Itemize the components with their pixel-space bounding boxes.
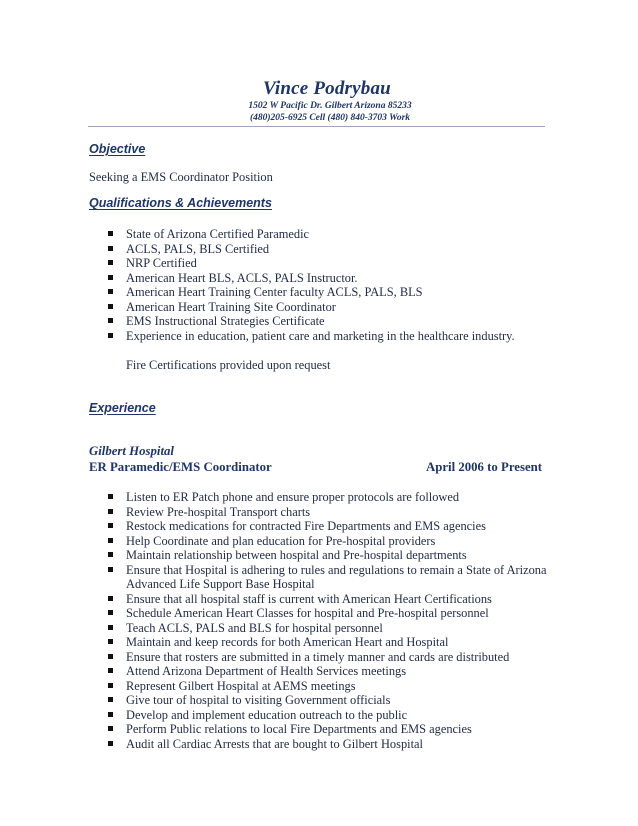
square-bullet-icon [108, 596, 113, 601]
square-bullet-icon [108, 610, 113, 615]
list-item [108, 708, 548, 723]
list-item-text: State of Arizona Certified Paramedic [126, 227, 310, 241]
square-bullet-icon [108, 538, 113, 543]
candidate-name: Vince Podrybau [263, 78, 391, 99]
list-item-text: Review Pre-hospital Transport charts [126, 504, 311, 519]
experience-heading: Experience [89, 401, 156, 415]
list-item-text: American Heart Training Site Coordinator [126, 299, 336, 314]
list-item [108, 722, 548, 737]
list-item-text: Ensure that all hospital staff is current with American Heart Certifications [126, 591, 492, 606]
list-item-text: Listen to ER Patch phone and ensure proper protocols are followed [126, 490, 460, 504]
square-bullet-icon [108, 260, 113, 265]
list-item-text: Schedule American Heart Classes for hospital and Pre-hospital personnel [126, 606, 489, 620]
list-item-text: Audit all Cardiac Arrests that are bought to Gilbert Hospital [126, 736, 423, 751]
square-bullet-icon [108, 523, 113, 528]
list-item-text: Attend Arizona Department of Health Services meetings [126, 664, 407, 678]
list-item-text: Develop and implement education outreach to the public [126, 707, 408, 722]
list-item [108, 285, 548, 300]
candidate-phones: (480)205-6925 Cell (480) 840-3703 Work [249, 113, 411, 123]
square-bullet-icon [108, 552, 113, 557]
square-bullet-icon [108, 726, 113, 731]
square-bullet-icon [108, 712, 113, 717]
qualifications-heading: Qualifications & Achievements [89, 196, 272, 210]
list-item-text: Maintain relationship between hospital and Pre-hospital departments [126, 548, 467, 562]
list-item [108, 606, 548, 621]
square-bullet-icon [108, 231, 113, 236]
list-item-text: Give tour of hospital to visiting Government officials [126, 693, 391, 707]
square-bullet-icon [108, 275, 113, 280]
list-item [108, 271, 548, 286]
list-item-text: Ensure that rosters are submitted in a timely manner and cards are distributed [126, 649, 510, 664]
list-item [108, 242, 548, 257]
resume-header [0, 78, 638, 124]
job-role-row [89, 459, 542, 475]
list-item [108, 679, 548, 694]
square-bullet-icon [108, 333, 113, 338]
certifications-note: Fire Certifications provided upon request [126, 358, 331, 372]
square-bullet-icon [108, 625, 113, 630]
square-bullet-icon [108, 668, 113, 673]
list-item-text: NRP Certified [126, 256, 197, 270]
list-item-text: Ensure that Hospital is adhering to rules and regulations to remain a State of Arizona Advanced Life Support Base Hospital [126, 562, 547, 591]
square-bullet-icon [108, 509, 113, 514]
objective-text: Seeking a EMS Coordinator Position [89, 170, 273, 184]
employer-name: Gilbert Hospital [89, 444, 174, 458]
job-dates: April 2006 to Present [426, 460, 542, 474]
list-item [108, 650, 548, 665]
list-item-text: Help Coordinate and plan education for Pre-hospital providers [126, 533, 436, 548]
list-item [108, 329, 548, 344]
experience-list [108, 490, 548, 751]
list-item-text: American Heart BLS, ACLS, PALS Instructor. [126, 270, 358, 285]
list-item [108, 519, 548, 534]
job-title: ER Paramedic/EMS Coordinator [89, 460, 272, 474]
list-item-text: Represent Gilbert Hospital at AEMS meetings [126, 678, 356, 693]
list-item-text: ACLS, PALS, BLS Certified [126, 241, 270, 256]
list-item [108, 592, 548, 607]
list-item [108, 505, 548, 520]
candidate-address: 1502 W Pacific Dr. Gilbert Arizona 85233 [248, 101, 412, 111]
square-bullet-icon [108, 304, 113, 309]
list-item [108, 300, 548, 315]
list-item [108, 548, 548, 563]
list-item [108, 563, 548, 592]
square-bullet-icon [108, 494, 113, 499]
list-item-text: EMS Instructional Strategies Certificate [126, 314, 325, 328]
header-divider [88, 126, 545, 127]
square-bullet-icon [108, 318, 113, 323]
square-bullet-icon [108, 697, 113, 702]
square-bullet-icon [108, 683, 113, 688]
square-bullet-icon [108, 639, 113, 644]
list-item-text: Maintain and keep records for both American Heart and Hospital [126, 635, 449, 649]
square-bullet-icon [108, 246, 113, 251]
list-item-text: Teach ACLS, PALS and BLS for hospital personnel [126, 620, 383, 635]
objective-heading: Objective [89, 142, 146, 156]
list-item-text: Experience in education, patient care and marketing in the healthcare industry. [126, 328, 515, 343]
square-bullet-icon [108, 289, 113, 294]
list-item [108, 621, 548, 636]
square-bullet-icon [108, 741, 113, 746]
list-item [108, 737, 548, 752]
qualifications-list [108, 227, 548, 343]
square-bullet-icon [108, 654, 113, 659]
square-bullet-icon [108, 567, 113, 572]
list-item-text: American Heart Training Center faculty ACLS, PALS, BLS [126, 285, 423, 299]
list-item [108, 256, 548, 271]
list-item [108, 664, 548, 679]
list-item [108, 693, 548, 708]
list-item [108, 534, 548, 549]
list-item [108, 227, 548, 242]
list-item-text: Restock medications for contracted Fire Departments and EMS agencies [126, 519, 486, 533]
list-item [108, 314, 548, 329]
list-item [108, 635, 548, 650]
list-item [108, 490, 548, 505]
list-item-text: Perform Public relations to local Fire Departments and EMS agencies [126, 722, 472, 736]
